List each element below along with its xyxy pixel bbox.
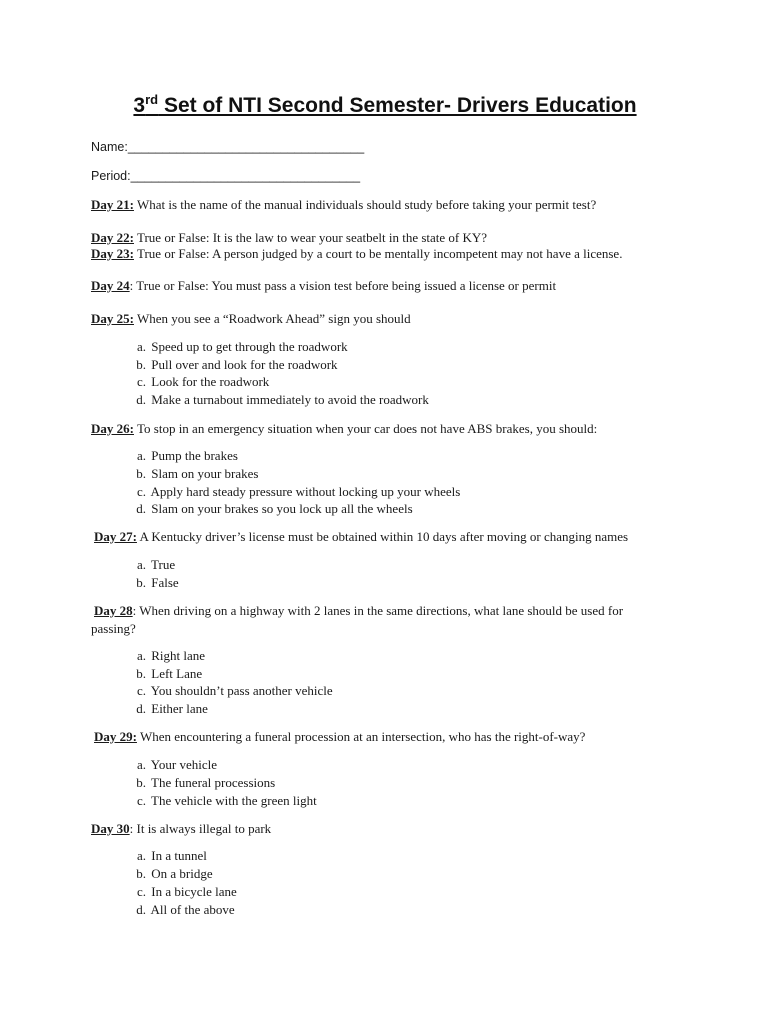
option-item: c. In a bicycle lane — [136, 884, 237, 899]
option-item: b. Slam on your brakes — [136, 466, 259, 481]
option-item: a. Your vehicle — [136, 757, 217, 772]
option-item: c. Look for the roadwork — [136, 374, 270, 389]
option-item: b. On a bridge — [136, 866, 213, 881]
question-day-24: Day 24: True or False: You must pass a vision test before being issued a license or permit — [91, 278, 557, 293]
option-item: b. The funeral processions — [136, 775, 276, 790]
option-item: c. Apply hard steady pressure without locking up your wheels — [136, 484, 461, 499]
question-day-30: Day 30: It is always illegal to park — [91, 821, 272, 836]
option-item: a. In a tunnel — [136, 848, 207, 863]
option-item: c. You shouldn’t pass another vehicle — [136, 683, 333, 698]
option-item: c. The vehicle with the green light — [136, 793, 317, 808]
option-item: d. Make a turnabout immediately to avoid the roadwork — [136, 392, 429, 407]
period-field[interactable]: Period:_________________________________ — [91, 169, 361, 183]
question-day-27: Day 27: A Kentucky driver’s license must be obtained within 10 days after moving or changing names — [94, 529, 629, 544]
option-item: a. Speed up to get through the roadwork — [136, 339, 348, 354]
name-field[interactable]: Name:__________________________________ — [91, 140, 365, 154]
option-item: b. False — [136, 575, 179, 590]
question-day-29: Day 29: When encountering a funeral procession at an intersection, who has the right-of-way? — [94, 729, 586, 744]
question-day-28-continued: passing? — [91, 621, 136, 636]
option-item: a. True — [136, 557, 176, 572]
option-item: d. Slam on your brakes so you lock up all the wheels — [136, 501, 413, 516]
question-day-21: Day 21: What is the name of the manual individuals should study before taking your permit test? — [91, 197, 597, 212]
option-item: b. Left Lane — [136, 666, 203, 681]
option-item: d. Either lane — [136, 701, 208, 716]
option-item: a. Right lane — [136, 648, 206, 663]
question-day-26: Day 26: To stop in an emergency situation when your car does not have ABS brakes, you should: — [91, 421, 598, 436]
question-day-25: Day 25: When you see a “Roadwork Ahead” sign you should — [91, 311, 411, 326]
question-day-23: Day 23: True or False: A person judged by a court to be mentally incompetent may not have a license. — [91, 246, 623, 261]
option-item: d. All of the above — [136, 902, 235, 917]
option-item: a. Pump the brakes — [136, 448, 238, 463]
page-title: 3rd Set of NTI Second Semester- Drivers Education — [133, 92, 637, 117]
option-item: b. Pull over and look for the roadwork — [136, 357, 338, 372]
question-day-28: Day 28: When driving on a highway with 2 lanes in the same directions, what lane should be used for — [94, 603, 624, 618]
question-day-22: Day 22: True or False: It is the law to wear your seatbelt in the state of KY? — [91, 230, 488, 245]
